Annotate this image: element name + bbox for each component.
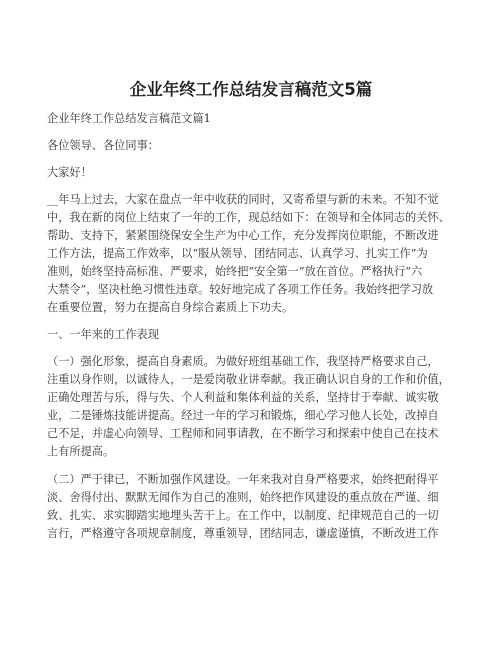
paragraph-1-line: 在重要位置，努力在提高自身综合素质上下功夫。 [47,301,294,314]
section-heading: 一、一年来的工作表现 [47,328,159,341]
paragraph-3-line: 淡、舍得付出、默默无闻作为自己的准则，始终把作风建设的重点放在严谨、细 [47,491,439,504]
paragraph-2-line: （一）强化形象，提高自身素质。为做好班组基础工作，我坚持严格要求自己， [47,355,439,368]
paragraph-2-line: 注重以身作则，以诚待人，一是爱岗敬业讲奉献。我正确认识自身的工作和价值， [47,373,450,386]
paragraph-1-line: __年马上过去，大家在盘点一年中收获的同时，又寄希望与新的未来。不知不觉 [47,193,439,206]
paragraph-1-line: 工作方法，提高工作效率，以“服从领导、团结同志、认真学习、扎实工作”为 [47,247,428,260]
paragraph-2-line: 上有所提高。 [47,445,115,458]
document-title: 企业年终工作总结发言稿范文5篇 [129,80,373,99]
salutation: 各位领导、各位同事： [47,139,159,152]
paragraph-3-line: 言行，严格遵守各项规章制度，尊重领导，团结同志，谦虚谨慎，不断改进工作 [47,527,439,540]
document-subtitle: 企业年终工作总结发言稿范文篇1 [47,112,211,125]
paragraph-2-line: 己不足，并虚心向领导、工程师和同事请教，在不断学习和探索中使自己在技术 [47,427,439,440]
paragraph-3-line: （二）严于律已，不断加强作风建设。一年来我对自身严格要求，始终把耐得平 [47,473,439,486]
paragraph-3-line: 致、扎实、求实脚踏实地埋头苦干上。在工作中，以制度、纪律规范自己的一切 [47,509,439,522]
paragraph-1-line: 帮助、支持下，紧紧围绕保安全生产为中心工作，充分发挥岗位职能，不断改进 [47,229,439,242]
paragraph-1-line: 大禁令”，坚决杜绝习惯性违章。较好地完成了各项工作任务。我始终把学习放 [47,283,434,296]
paragraph-2-line: 正确处理苦与乐，得与失、个人利益和集体利益的关系，坚持甘于奉献、诚实敬 [47,391,439,404]
greeting: 大家好！ [47,166,92,179]
paragraph-2-line: 业，二是锤炼技能讲提高。经过一年的学习和锻炼，细心学习他人长处，改掉自 [47,409,439,422]
paragraph-1-line: 中，我在新的岗位上结束了一年的工作，现总结如下：在领导和全体同志的关怀、 [47,211,450,224]
paragraph-1-line: 准则，始终坚持高标准、严要求，始终把“安全第一”放在首位。严格执行“六 [47,265,423,278]
